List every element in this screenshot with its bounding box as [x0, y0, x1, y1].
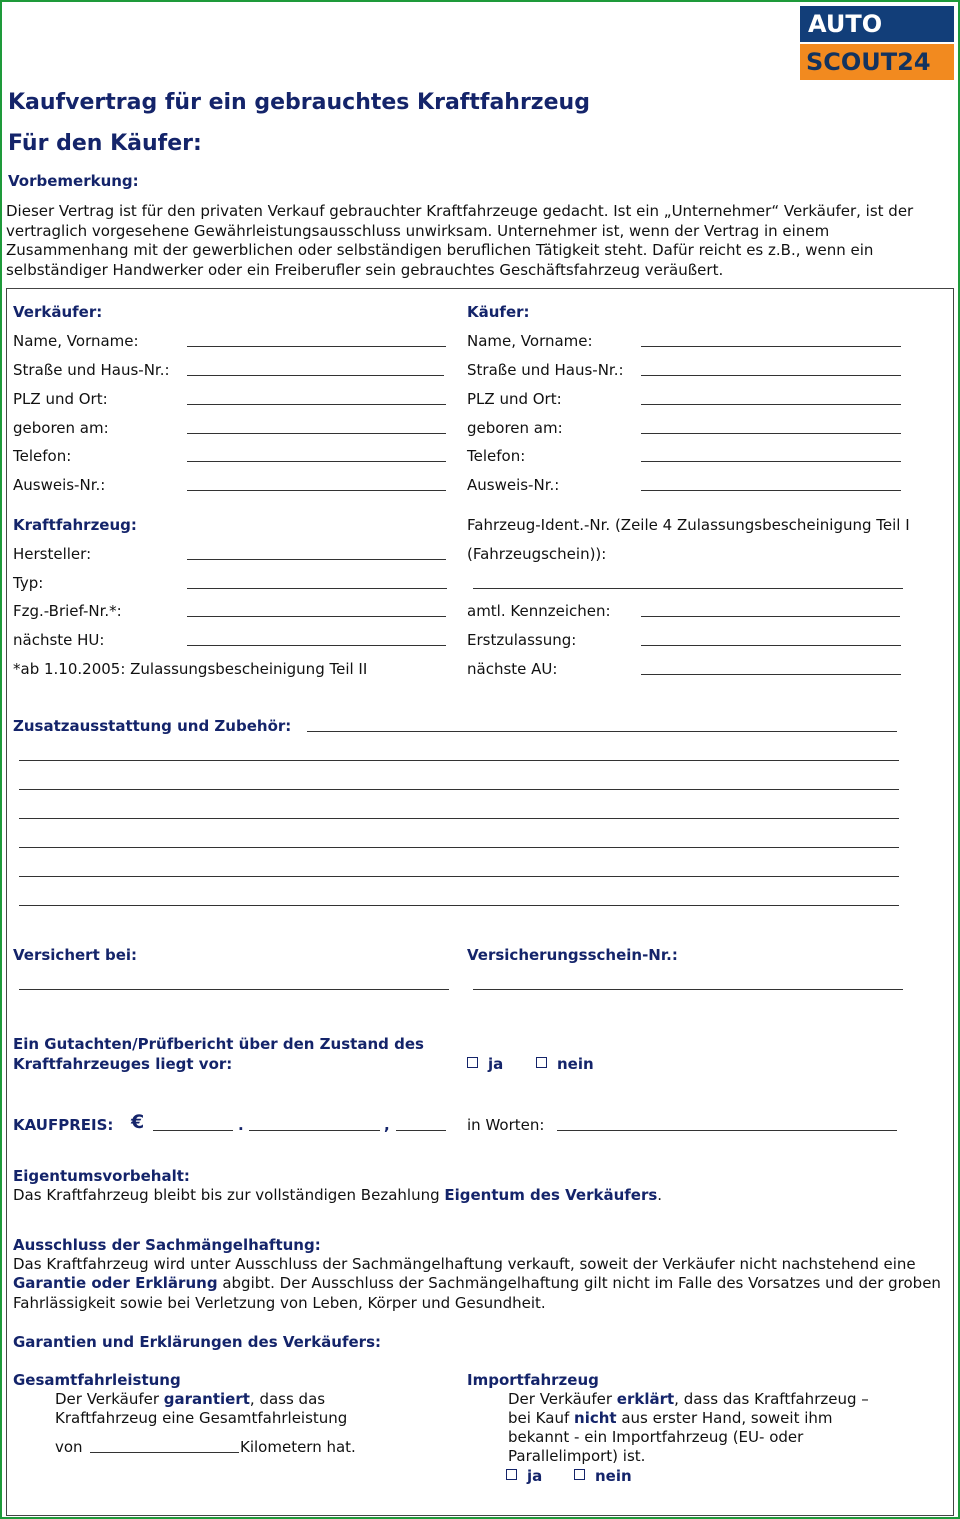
brief-nr-label: Fzg.-Brief-Nr.*:	[13, 602, 122, 620]
insurer-field[interactable]	[19, 989, 449, 990]
logo-line2: SCOUT24	[800, 44, 954, 80]
seller-heading: Verkäufer:	[13, 303, 103, 321]
next-au-field[interactable]	[641, 674, 901, 675]
report-label-line2: Kraftfahrzeuges liegt vor:	[13, 1055, 233, 1073]
report-no-option[interactable]	[536, 1055, 594, 1073]
price-words-field[interactable]	[557, 1130, 897, 1131]
garantien-heading: Garantien und Erklärungen des Verkäufers:	[13, 1333, 382, 1351]
import-line2	[508, 1409, 833, 1427]
contract-form-box	[6, 288, 954, 1516]
eigentum-text-a: Das Kraftfahrzeug bleibt bis zur vollständigen Bezahlung	[13, 1186, 445, 1204]
seller-name-field[interactable]	[187, 346, 446, 347]
seller-street-label: Straße und Haus-Nr.:	[13, 361, 170, 379]
gesamt-line1	[55, 1390, 325, 1408]
ausschluss-text	[13, 1255, 949, 1313]
next-au-label: nächste AU:	[467, 660, 558, 678]
extras-field[interactable]	[307, 731, 897, 732]
import-l1-bold: erklärt	[616, 1390, 675, 1408]
manufacturer-label: Hersteller:	[13, 545, 92, 563]
eigentum-heading: Eigentumsvorbehalt:	[13, 1167, 190, 1185]
seller-name-label: Name, Vorname:	[13, 332, 139, 350]
seller-street-field[interactable]	[187, 375, 444, 376]
plate-field[interactable]	[641, 616, 900, 617]
import-l2c: aus erster Hand, soweit ihm	[616, 1409, 833, 1427]
vorbemerkung-text: Dieser Vertrag ist für den privaten Verkauf gebrauchter Kraftfahrzeuge gedacht. Ist ein „Unternehmer“ Verkäufer, ist der vertraglich vorgesehene Gewährleistungsausschluss unwirksam. Unternehmer ist, wenn der Vertrag in einem Zusammenhang mit der gewerblichen oder selbständigen beruflichen Tätigkeit steht. Dafür reicht es z.B., wenn ein selbständiger Handwerker oder ein Freiberufler sein gebrauchtes Geschäftsfahrzeug veräußert.	[6, 202, 914, 279]
buyer-phone-label: Telefon:	[467, 447, 526, 465]
ausschluss-text-c: abgibt. Der Ausschluss der Sachmängelhaftung gilt nicht im Falle des Vorsatzes und der groben Fahrlässigkeit sowie bei Verletzung von Leben, Körper und Gesundheit.	[13, 1274, 941, 1312]
import-line4: Parallelimport) ist.	[508, 1447, 646, 1465]
report-yes-option[interactable]	[467, 1055, 503, 1073]
buyer-city-label: PLZ und Ort:	[467, 390, 562, 408]
report-label-line1: Ein Gutachten/Prüfbericht über den Zustand des	[13, 1035, 424, 1053]
seller-id-field[interactable]	[187, 490, 446, 491]
ausschluss-heading: Ausschluss der Sachmängelhaftung:	[13, 1236, 321, 1254]
import-heading: Importfahrzeug	[467, 1371, 599, 1389]
ident-nr-field[interactable]	[473, 588, 903, 589]
vorbemerkung-heading: Vorbemerkung:	[8, 172, 139, 190]
price-dot: .	[238, 1116, 244, 1134]
buyer-id-label: Ausweis-Nr.:	[467, 476, 560, 494]
import-l1c: , dass das Kraftfahrzeug –	[674, 1390, 869, 1408]
buyer-id-field[interactable]	[641, 490, 901, 491]
document-subtitle: Für den Käufer:	[8, 131, 202, 156]
import-line3: bekannt - ein Importfahrzeug (EU- oder	[508, 1428, 804, 1446]
ausschluss-text-a: Das Kraftfahrzeug wird unter Ausschluss der Sachmängelhaftung verkauft, soweit der Verkäufer nicht nachstehend eine	[13, 1255, 916, 1273]
import-no-option[interactable]	[574, 1467, 632, 1485]
price-words-label: in Worten:	[467, 1116, 545, 1134]
seller-birth-label: geboren am:	[13, 419, 109, 437]
buyer-birth-label: geboren am:	[467, 419, 563, 437]
buyer-city-field[interactable]	[641, 404, 901, 405]
report-no-label: nein	[557, 1055, 594, 1073]
price-cents-field[interactable]	[396, 1130, 446, 1131]
first-registration-label: Erstzulassung:	[467, 631, 577, 649]
buyer-street-field[interactable]	[641, 375, 901, 376]
import-no-label: nein	[595, 1467, 632, 1485]
km-field[interactable]	[90, 1452, 239, 1453]
euro-sign: €	[131, 1111, 145, 1133]
buyer-name-field[interactable]	[641, 346, 901, 347]
buyer-birth-field[interactable]	[641, 433, 901, 434]
price-thousands-field[interactable]	[153, 1130, 233, 1131]
type-field[interactable]	[187, 588, 447, 589]
footnote: *ab 1.10.2005: Zulassungsbescheinigung Teil II	[13, 660, 368, 678]
ausschluss-text-bold: Garantie oder Erklärung	[13, 1274, 218, 1293]
seller-phone-label: Telefon:	[13, 447, 72, 465]
import-yes-option[interactable]	[506, 1467, 542, 1485]
plate-label: amtl. Kennzeichen:	[467, 602, 611, 620]
import-l2-bold: nicht	[574, 1409, 617, 1427]
import-l2a: bei Kauf	[508, 1409, 575, 1427]
eigentum-text-bold: Eigentum des Verkäufers	[444, 1186, 658, 1204]
first-registration-field[interactable]	[641, 645, 901, 646]
import-l1a: Der Verkäufer	[508, 1390, 617, 1408]
extras-line[interactable]	[19, 876, 899, 877]
next-hu-label: nächste HU:	[13, 631, 105, 649]
buyer-heading: Käufer:	[467, 303, 530, 321]
manufacturer-field[interactable]	[187, 559, 446, 560]
extras-line[interactable]	[19, 818, 899, 819]
gesamt-heading: Gesamtfahrleistung	[13, 1371, 181, 1389]
checkbox-icon	[467, 1057, 478, 1068]
checkbox-icon	[536, 1057, 547, 1068]
extras-line[interactable]	[19, 905, 899, 906]
price-units-field[interactable]	[249, 1130, 380, 1131]
brief-nr-field[interactable]	[187, 616, 446, 617]
eigentum-text	[13, 1186, 662, 1204]
gesamt-l1c: , dass das	[249, 1390, 326, 1408]
seller-birth-field[interactable]	[187, 433, 446, 434]
autoscout24-logo	[800, 6, 954, 80]
logo-line1: AUTO	[800, 6, 954, 42]
extras-line[interactable]	[19, 847, 899, 848]
policy-nr-field[interactable]	[473, 989, 903, 990]
gesamt-km-label: Kilometern hat.	[240, 1438, 356, 1456]
extras-line[interactable]	[19, 760, 899, 761]
seller-city-label: PLZ und Ort:	[13, 390, 108, 408]
seller-id-label: Ausweis-Nr.:	[13, 476, 106, 494]
price-comma: ,	[384, 1116, 390, 1134]
vehicle-heading: Kraftfahrzeug:	[13, 516, 137, 534]
policy-nr-label: Versicherungsschein-Nr.:	[467, 946, 678, 964]
gesamt-l1a: Der Verkäufer	[55, 1390, 164, 1408]
import-yes-label: ja	[527, 1467, 543, 1485]
price-label: KAUFPREIS:	[13, 1116, 114, 1134]
extras-line[interactable]	[19, 789, 899, 790]
next-hu-field[interactable]	[187, 645, 446, 646]
ident-label-line1: Fahrzeug-Ident.-Nr. (Zeile 4 Zulassungsbescheinigung Teil I	[467, 516, 910, 534]
checkbox-icon	[574, 1469, 585, 1480]
seller-phone-field[interactable]	[187, 461, 446, 462]
import-line1	[508, 1390, 869, 1408]
report-yes-label: ja	[488, 1055, 504, 1073]
seller-city-field[interactable]	[187, 404, 446, 405]
checkbox-icon	[506, 1469, 517, 1480]
type-label: Typ:	[13, 574, 44, 592]
buyer-phone-field[interactable]	[641, 461, 901, 462]
gesamt-line2: Kraftfahrzeug eine Gesamtfahrleistung	[55, 1409, 348, 1427]
buyer-street-label: Straße und Haus-Nr.:	[467, 361, 624, 379]
eigentum-text-c: .	[657, 1186, 663, 1204]
document-title: Kaufvertrag für ein gebrauchtes Kraftfahrzeug	[8, 90, 590, 115]
gesamt-von-label: von	[55, 1438, 83, 1456]
buyer-name-label: Name, Vorname:	[467, 332, 593, 350]
ident-label-line2: (Fahrzeugschein)):	[467, 545, 607, 563]
gesamt-l1-bold: garantiert	[163, 1390, 250, 1408]
extras-label: Zusatzausstattung und Zubehör:	[13, 717, 292, 735]
insurer-label: Versichert bei:	[13, 946, 138, 964]
